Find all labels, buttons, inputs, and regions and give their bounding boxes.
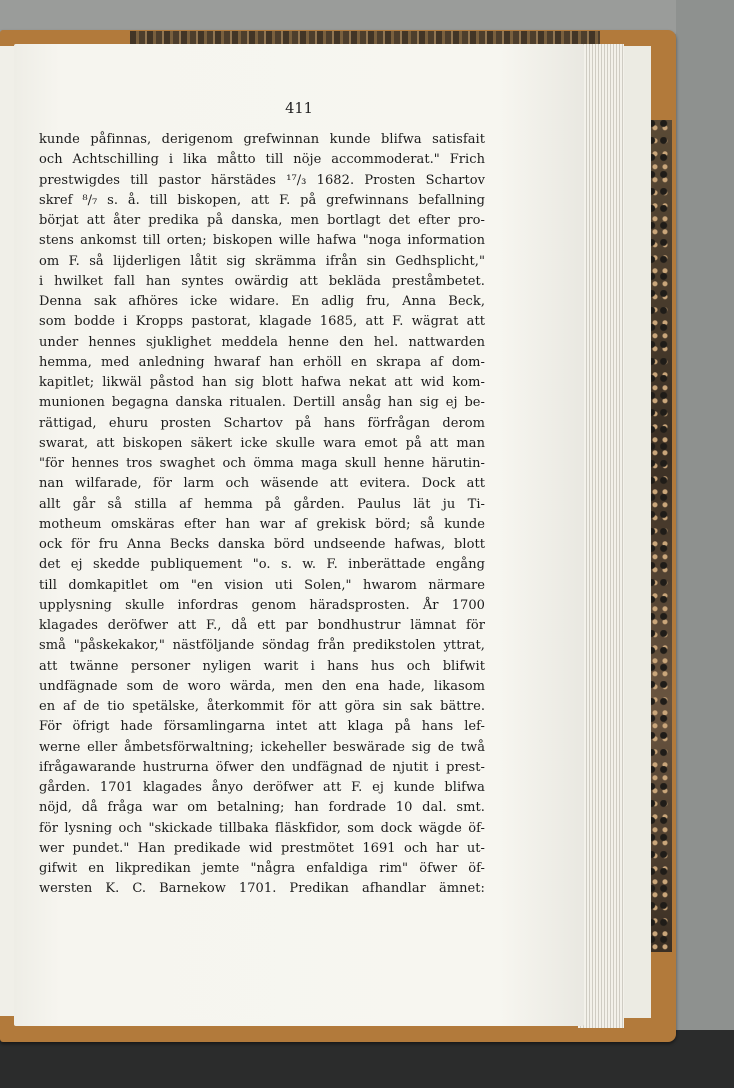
text-line: munionen begagna danska ritualen. Dertill ansåg han sig ej be-	[39, 395, 485, 411]
text-line: en af de tio spetälske, återkommit för att göra sin sak bättre.	[39, 699, 485, 714]
text-line: prestwigdes till pastor härstädes ¹⁷/₃ 1682. Prosten Schartov	[39, 172, 485, 188]
text-line: klagades deröfwer att F., då ett par bondhustrur lämnat för	[39, 618, 485, 633]
text-line: rättigad, ehuru prosten Schartov på hans förfrågan derom	[39, 415, 485, 431]
spine-marble	[648, 120, 672, 952]
text-line: werne eller åmbetsförwaltning; ickeheller beswärade sig de twå	[39, 739, 485, 755]
text-line: allt går så stilla af hemma på gården. Paulus lät ju Ti-	[39, 496, 485, 512]
page-edges	[578, 44, 624, 1028]
text-line: ifrågawarande hustrurna öfwer den undfägnad de njutit i prest-	[39, 759, 485, 775]
text-line: gården. 1701 klagades ånyo deröfwer att F. ej kunde blifwa	[39, 780, 485, 795]
body-text	[39, 130, 485, 900]
cover-marble-edge	[130, 31, 600, 45]
endpaper	[622, 46, 651, 1018]
text-line: i hwilket fall han syntes owärdig att bekläda preståmbetet.	[39, 273, 485, 289]
book-page	[14, 44, 584, 1026]
text-line: gifwit en likpredikan jemte "några enfaldiga rim" öfwer öf-	[39, 861, 485, 876]
text-line: undfägnade som de woro wärda, men den ena hade, likasom	[39, 678, 485, 694]
text-line: nan wilfarade, för larm och wäsende att evitera. Dock att	[39, 476, 485, 492]
text-line: wersten K. C. Barnekow 1701. Predikan afhandlar ämnet:	[39, 881, 485, 897]
text-line: för lysning och "skickade tillbaka fläskfidor, som dock wägde öf-	[39, 820, 485, 836]
text-line: kapitlet; likwäl påstod han sig blott hafwa nekat att wid kom-	[39, 375, 485, 390]
text-line: och Achtschilling i lika måtto till nöje accommoderat." Frich	[39, 152, 485, 168]
text-line: wer pundet." Han predikade wid prestmötet 1691 och har ut-	[39, 840, 485, 856]
text-line: ock för fru Anna Becks danska börd undseende hafwas, blott	[39, 537, 485, 552]
text-line: "för hennes tros swaghet och ömma maga skull henne härutin-	[39, 456, 485, 471]
text-line: som bodde i Kropps pastorat, klagade 1685, att F. wägrat att	[39, 314, 485, 330]
text-line: små "påskekakor," nästföljande söndag från predikstolen yttrat,	[39, 638, 485, 654]
text-line: motheum omskäras efter han war af grekisk börd; så kunde	[39, 516, 485, 532]
text-line: börjat att åter predika på danska, men bortlagt det efter pro-	[39, 213, 485, 228]
text-line: nöjd, då fråga war om betalning; han fordrade 10 dal. smt.	[39, 800, 485, 816]
background-right	[676, 0, 734, 1088]
text-line: upplysning skulle infordras genom häradsprosten. År 1700	[39, 597, 485, 613]
page-number: 411	[285, 101, 313, 117]
text-line: under hennes sjuklighet meddela henne den hel. nattwarden	[39, 334, 485, 350]
text-line: om F. så lijderligen låtit sig skrämma ifrån sin Gedhsplicht,"	[39, 253, 485, 269]
text-line: Denna sak afhöres icke widare. En adlig fru, Anna Beck,	[39, 294, 485, 309]
text-line: att twänne personer nyligen warit i hans hus och blifwit	[39, 658, 485, 674]
text-line: kunde påfinnas, derigenom grefwinnan kunde blifwa satisfait	[39, 132, 485, 147]
text-line: det ej skedde publiquement "o. s. w. F. inberättade engång	[39, 557, 485, 573]
text-line: För öfrigt hade församlingarna intet att klaga på hans lef-	[39, 719, 485, 735]
text-line: till domkapitlet om "en vision uti Solen," hwarom närmare	[39, 577, 485, 593]
text-line: skref ⁸/₇ s. å. till biskopen, att F. på grefwinnans befallning	[39, 192, 485, 208]
background-top	[0, 0, 734, 34]
text-line: stens ankomst till orten; biskopen wille hafwa "noga information	[39, 233, 485, 249]
text-line: hemma, med anledning hwaraf han erhöll en skrapa af dom-	[39, 354, 485, 370]
text-line: swarat, att biskopen säkert icke skulle wara emot på att man	[39, 435, 485, 451]
